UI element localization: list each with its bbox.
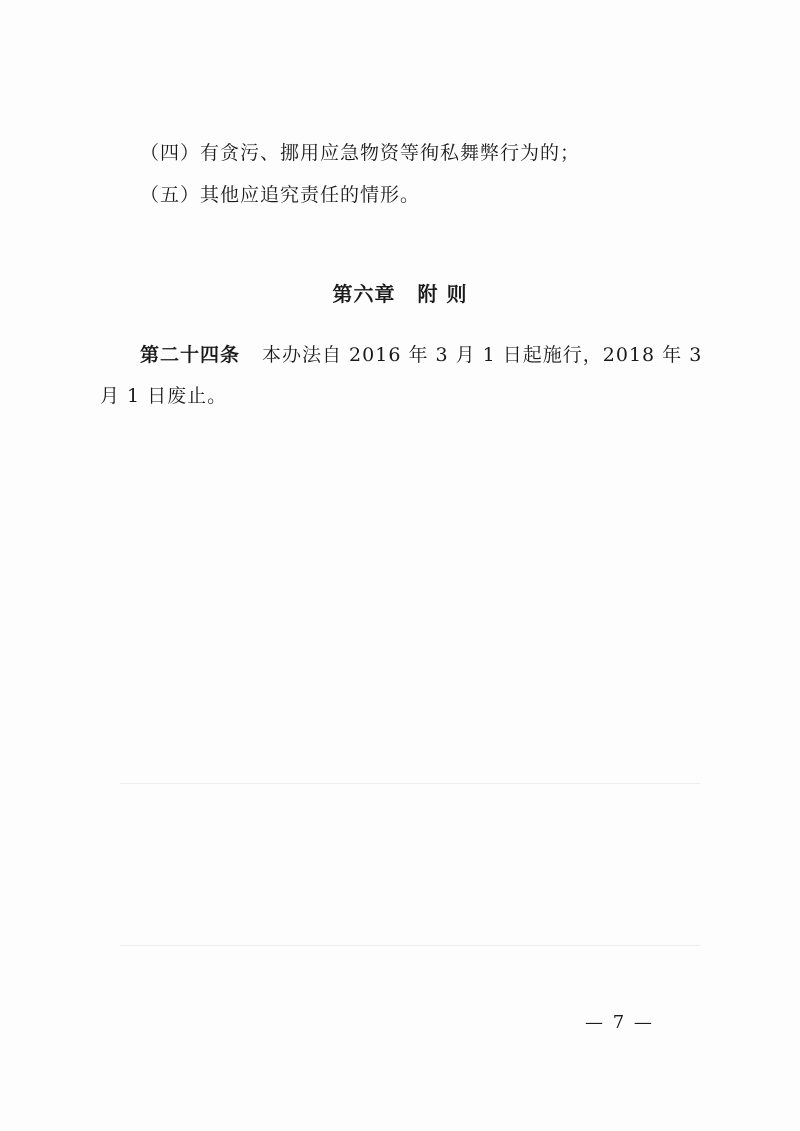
list-item-5: （五）其他应追究责任的情形。 [140,184,421,206]
chapter-number: 第六章 [332,282,396,306]
article-24-line-1 [140,340,702,367]
bleed-through-area [120,775,700,975]
faint-rule-top [120,783,700,784]
faint-rule-bottom [120,945,700,946]
chapter-title: 附 则 [417,282,468,306]
article-text-1: 本办法自 2016 年 3 月 1 日起施行，2018 年 3 [262,344,703,366]
list-item-4: （四）有贪污、挪用应急物资等徇私舞弊行为的； [140,142,581,164]
chapter-heading [0,278,800,307]
article-24-line-2: 月 1 日废止。 [100,385,228,407]
page-number: — 7 — [585,1012,654,1033]
article-label: 第二十四条 [140,344,241,366]
